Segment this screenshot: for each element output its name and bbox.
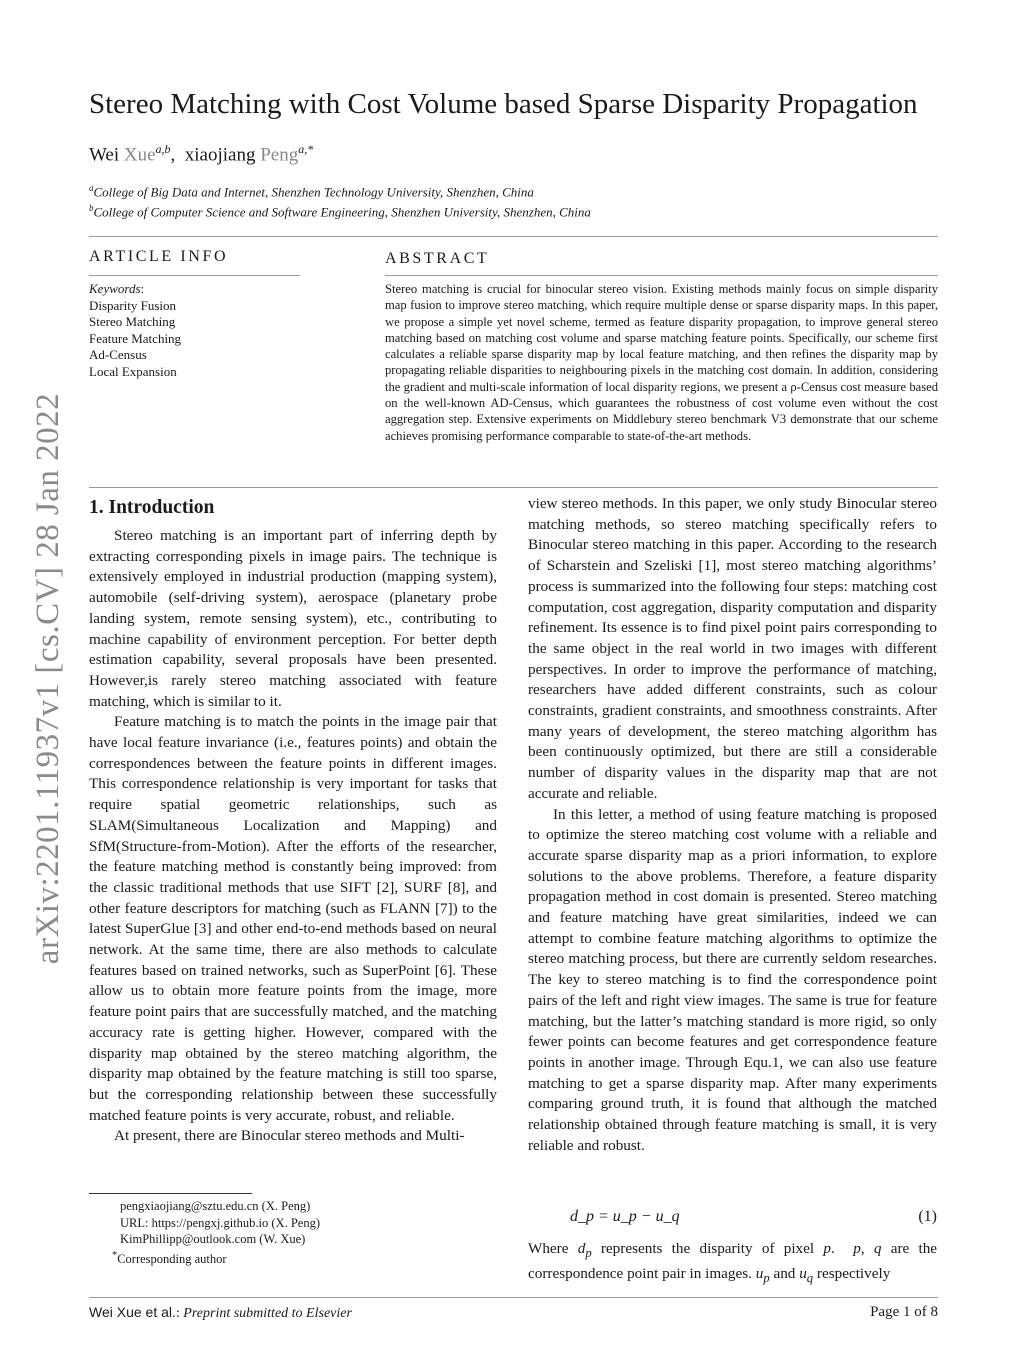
author-link-xue[interactable]: Xue	[123, 144, 156, 166]
equation-1	[528, 1208, 937, 1232]
article-info-divider	[89, 275, 300, 276]
paragraph: Where $d_p$ represents the disparity of pixel p. p, q are the correspondence point pair in images. $u_p$ and $u_q$ respectively	[528, 1240, 938, 1285]
page-number: Page 1 of 8	[870, 1304, 938, 1320]
affiliation-a: $^a$College of Big Data and Internet, Shenzhen Technology University, Shenzhen, China	[89, 183, 534, 200]
paragraph: Stereo matching is an important part of inferring depth by extracting corresponding pixels in image pairs. The technique is extensively employed in industrial production (mapping system), automobile (self-driving system), aerospace (planetary probe landing system, remote sensing system), etc., contributing to machine capability of environment perception. For better depth estimation capability, several proposals have been presented. However,is rarely stereo matching associated with feature matching, which is similar to it.	[89, 527, 497, 710]
paragraph: Feature matching is to match the points in the image pair that have local feature invariance (i.e., features points) and obtain the correspondences between the feature points in different images. This correspondence relationship is very important for tasks that require spatial geometric relationships, such as SLAM(Simultaneous Localization and Mapping) and SfM(Structure-from-Motion). After the efforts of the researcher, the feature matching method is constantly being improved: from the classic traditional methods that use SIFT [2], SURF [8], and other feature descriptors for matching (such as FLANN [7]) to the latest SuperGlue [3] and other end-to-end methods based on neural network. At the same time, there are also methods to calculate features based on trained networks, such as SuperPoint [6]. These allow us to obtain more feature points from the image, more feature point pairs that are successfully matched, and the matching accuracy rate is getting higher. However, compared with the disparity map obtained by the stereo matching algorithm, the disparity map obtained by the feature matching is still too sparse, but the corresponding relationship between these successfully matched feature points is very accurate, robust, and reliable.	[89, 713, 498, 1124]
abstract-bottom-divider	[89, 487, 938, 488]
left-column	[89, 526, 497, 1147]
author-link-peng[interactable]: Peng	[260, 144, 299, 166]
right-column-continued	[528, 1239, 937, 1288]
section-heading-introduction: 1. Introduction	[89, 497, 215, 518]
keyword-item: Feature Matching	[89, 330, 182, 346]
keyword-item: Local Expansion	[89, 363, 177, 379]
equation-link[interactable]: 1	[771, 1053, 780, 1071]
footnote-email-peng[interactable]: pengxiaojiang@sztu.edu.cn (X. Peng)	[120, 1199, 311, 1213]
citation-link[interactable]: 8	[452, 878, 461, 896]
affiliation-b: $^b$College of Computer Science and Software Engineering, Shenzhen University, Shenzhen, China	[89, 203, 591, 220]
citation-link[interactable]: 2	[381, 878, 390, 896]
arxiv-identifier: arXiv:2201.11937v1 [cs.CV] 28 Jan 2022	[30, 392, 67, 964]
footnote-url[interactable]: URL: https://pengxj.github.io (X. Peng)	[120, 1215, 320, 1230]
keyword-item: Ad-Census	[89, 347, 147, 362]
citation-link[interactable]: 7	[440, 899, 448, 917]
paragraph: In this letter, a method of using feature matching is proposed to optimize the stereo matching cost volume with a reliable and accurate sparse disparity map as a priori information, to explore solutions to the above problems. Therefore, a feature disparity propagation method in cost domain is presented. Stereo matching and feature matching have great similarities, indeed we can attempt to combine feature matching algorithms to optimize the stereo matching process, but there are currently seldom researches. The key to stereo matching is to find the correspondence point pairs of the left and right view images. The same is true for feature matching, but the latter’s matching standard is more rigid, so only fewer points can become features and get correspondence feature points in another image. Through Equ.1, we can also use feature matching to get a sparse disparity map. After many experiments comparing ground truth, it is found that although the matched relationship obtained through feature matching is small, it is very reliable and robust.	[528, 805, 937, 1154]
header-divider	[89, 236, 938, 237]
keywords-block: Keywords: Disparity Fusion Stereo Matching Feature Matching Ad-Census Local Expansion	[89, 281, 182, 379]
author-list: Wei Xue$^{a,b}$, xiaojiang Peng$^{a,*}$	[89, 142, 314, 166]
right-column	[528, 494, 937, 1157]
paper-title: Stereo Matching with Cost Volume based Sparse Disparity Propagation	[89, 88, 918, 120]
footer-citation: Wei Xue et al.: Preprint submitted to Elsevier	[89, 1304, 352, 1321]
equation-text: d_p = u_p − u_q	[570, 1208, 680, 1225]
citation-link[interactable]: 6	[439, 961, 448, 979]
article-info-heading: ARTICLE INFO	[89, 248, 229, 265]
footnote-email-xue[interactable]: KimPhillipp@outlook.com (W. Xue)	[120, 1232, 306, 1246]
citation-link[interactable]: 3	[198, 920, 207, 938]
paragraph: view stereo methods. In this paper, we only study Binocular stereo matching methods, so stereo matching specifically refers to Binocular stereo matching in this paper. According to the research of Scharstein and Szeliski [1], most stereo matching algorithms’ process is summarized into the following four steps: matching cost computation, cost aggregation, disparity computation and disparity refinement. Its essence is to find pixel point pairs corresponding to the same object in the real world in two images with different perspectives. In order to improve the performance of matching, researchers have added different constraints, such as colour constraints, gradient constraints, and smoothness constraints. After many years of development, the stereo matching algorithm has been continuously optimized, but there are still a considerable number of disparity values in the disparity map that are not accurate and reliable.	[528, 495, 937, 802]
footnote-corresponding: *Corresponding author	[112, 1249, 227, 1266]
footnotes	[112, 1198, 320, 1267]
citation-link[interactable]: 1	[703, 557, 712, 575]
abstract-text: Stereo matching is crucial for binocular stereo vision. Existing methods mainly focus on simple disparity map fusion to improve stereo matching, which require multiple dense or sparse disparity maps. In this paper, we propose a simple yet novel scheme, termed as feature disparity propagation, to improve general stereo matching based on matching cost volume and sparse matching feature points. Specifically, our scheme first calculates a reliable sparse disparity map by local feature matching, and then refines the disparity map by propagating reliable disparities to neighbouring pixels in the matching cost domain. In addition, considering the gradient and multi-scale information of local disparity regions, we present a ρ-Census cost measure based on the well-known AD-Census, which guarantees the robustness of cost volume even without the cost aggregation step. Extensive experiments on Middlebury stereo benchmark V3 demonstrate that our scheme achieves promising performance comparable to state-of-the-art methods.	[385, 282, 938, 443]
keywords-label: Keywords	[89, 281, 141, 296]
abstract-heading: ABSTRACT	[385, 250, 490, 267]
footnote-divider	[89, 1193, 252, 1194]
keyword-item: Stereo Matching	[89, 314, 176, 329]
equation-number: (1)	[918, 1208, 937, 1225]
abstract-divider	[385, 275, 938, 276]
paragraph: At present, there are Binocular stereo methods and Multi-	[114, 1127, 465, 1145]
keyword-item: Disparity Fusion	[89, 297, 177, 313]
footer-divider	[89, 1297, 938, 1298]
